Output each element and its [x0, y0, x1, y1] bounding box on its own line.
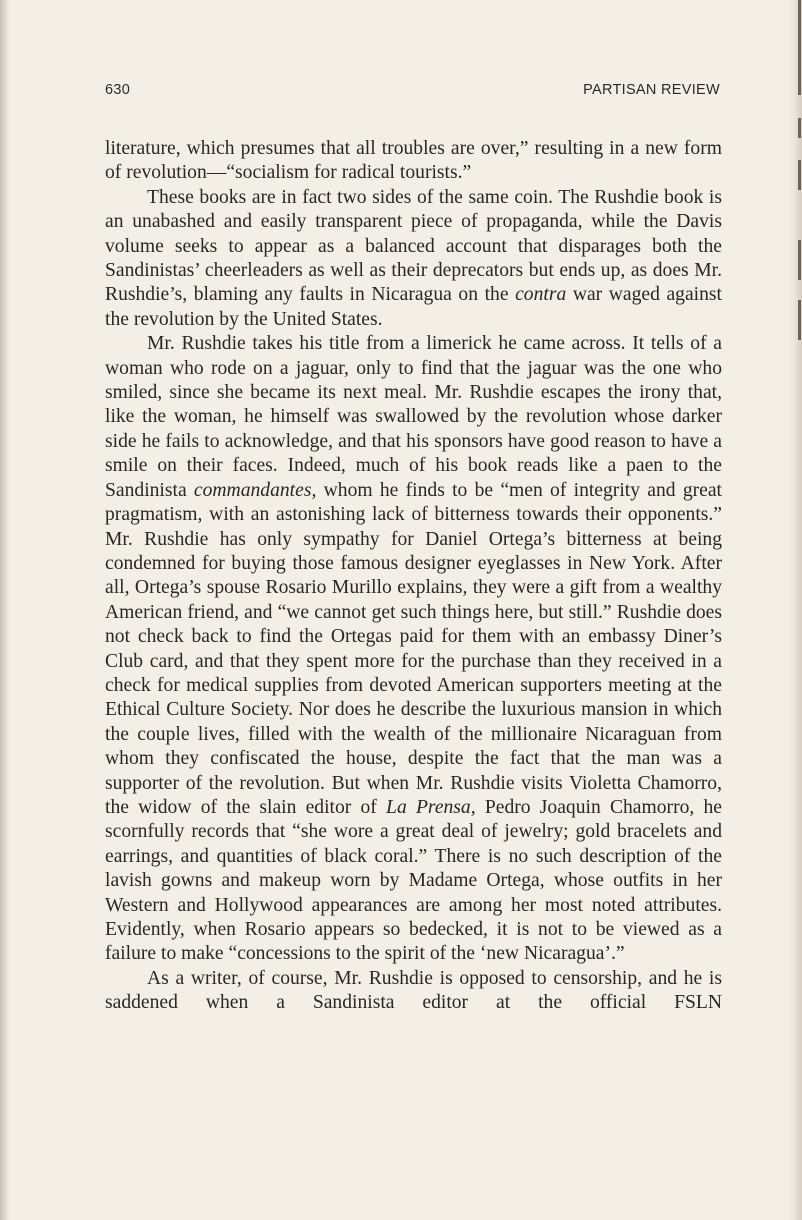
- paragraph-2-italic: contra: [515, 284, 567, 306]
- page-number: 630: [105, 82, 131, 98]
- page-right-edge-shadow: [788, 0, 802, 1220]
- paragraph-3: [105, 332, 722, 967]
- paragraph-3-end: Pedro Joaquin Chamorro, he scornfully records that “she wore a great deal of jewelry; gold bracelets and earrings, and quantities of black coral.” There is no such description of the lavish gowns and makeup worn by Madame Ortega, whose outfits in her Western and Hollywood appearances are among her most noted attributes. Evidently, when Rosario appears so bedecked, it is not to be viewed as a failure to make “concessions to the spirit of the ‘new Nicaragua’.”: [105, 796, 722, 965]
- paragraph-2-text: These books are in fact two sides of the same coin. The Rushdie book is an unabashed and easily transparent piece of propaganda, while the Davis volume seeks to appear as a balanced account that disparages both the Sandinistas’ cheerleaders as well as their deprecators but ends up, as does Mr. Rushdie’s, blaming any faults in Nicaragua on the: [105, 186, 722, 306]
- body-text: [105, 137, 722, 1016]
- edge-mark: [798, 118, 801, 138]
- paragraph-3-text: Mr. Rushdie takes his title from a limerick he came across. It tells of a woman who rode on a jaguar, only to find that the jaguar was the one who smiled, since she became its next meal. Mr. Rushdie escapes the irony that, like the woman, he himself was swallowed by the revolution whose darker side he fails to acknowledge, and that his sponsors have good reason to have a smile on their faces. Indeed, much of his book reads like a paen to the Sandinista: [105, 333, 722, 501]
- edge-mark: [798, 300, 801, 340]
- paragraph-2-end: war waged against the revolution by the United States.: [105, 284, 722, 330]
- edge-mark: [798, 240, 801, 280]
- paragraph-1: literature, which presumes that all troubles are over,” resulting in a new form of revolution—“socialism for radical tourists.”: [105, 138, 722, 184]
- edge-mark: [798, 160, 801, 190]
- running-header: [105, 82, 720, 102]
- paragraph-3-mid: whom he finds to be “men of integrity and great pragmatism, with an astonishing lack of bitterness towards their opponents.” Mr. Rushdie has only sympathy for Daniel Ortega’s bitterness at being condemned for buying those famous designer eyeglasses in New York. After all, Ortega’s spouse Rosario Murillo explains, they were a gift from a wealthy American friend, and “we cannot get such things here, but still.” Rushdie does not check back to find the Ortegas paid for them with an embassy Diner’s Club card, and that they spent more for the purchase than they received in a check for medical supplies from devoted American supporters meeting at the Ethical Culture Society. Nor does he describe the luxurious mansion in which the couple lives, filled with the wealth of the millionaire Nicaraguan from whom they confiscated the house, despite the fact that the man was a supporter of the revolution. But when Mr. Rushdie visits Violetta Chamorro, the widow of the slain editor of: [105, 479, 722, 818]
- journal-title: PARTISAN REVIEW: [583, 82, 720, 98]
- paragraph-3-italic-2: La Prensa,: [386, 796, 476, 818]
- edge-mark: [798, 0, 801, 95]
- paragraph-4: As a writer, of course, Mr. Rushdie is opposed to censorship, and he is saddened when a Sandinista editor at the official FSLN: [105, 967, 722, 1014]
- paragraph-2: [105, 186, 722, 332]
- paragraph-3-italic: commandantes,: [193, 479, 317, 501]
- page-left-edge-shadow: [0, 0, 10, 1220]
